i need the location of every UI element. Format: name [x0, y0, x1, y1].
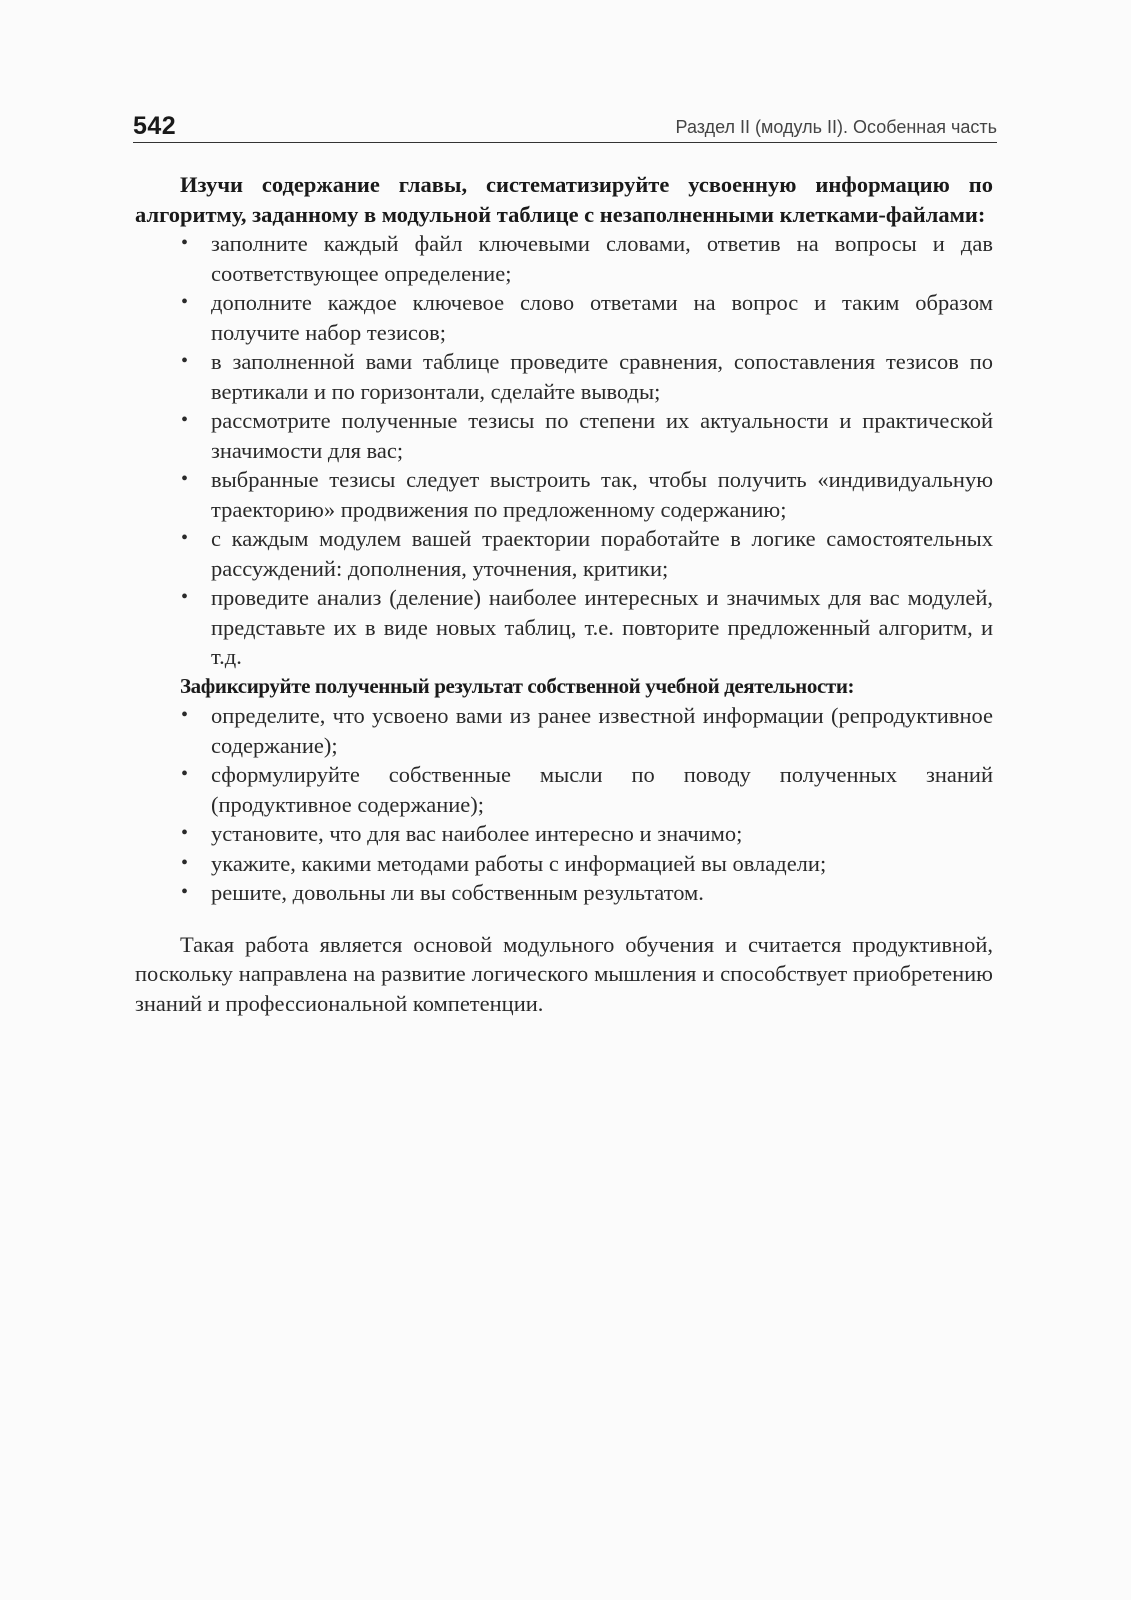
list-item: • с каждым модулем вашей траектории поработайте в логике самостоятельных рассуждений: дополнения, уточнения, критики;	[211, 524, 993, 583]
page-header	[133, 112, 997, 144]
list-item: • решите, довольны ли вы собственным результатом.	[211, 878, 993, 908]
list-item: • дополните каждое ключевое слово ответами на вопрос и таким образом получите набор тезисов;	[211, 288, 993, 347]
results-list	[135, 701, 993, 908]
page-number: 542	[133, 112, 177, 140]
list-item: • в заполненной вами таблице проведите сравнения, сопоставления тезисов по вертикали и по горизонтали, сделайте выводы;	[211, 347, 993, 406]
running-title: Раздел II (модуль II). Особенная часть	[675, 117, 997, 137]
results-subheading: Зафиксируйте полученный результат собственной учебной деятельности:	[180, 673, 855, 698]
list-item: • заполните каждый файл ключевыми словами, ответив на вопросы и дав соответствующее определение;	[211, 229, 993, 288]
header-divider	[133, 142, 997, 143]
closing-paragraph: Такая работа является основой модульного обучения и считается продуктивной, поскольку направлена на развитие логического мышления и способствует приобретению знаний и профессиональной компетенции.	[135, 931, 993, 1016]
list-item: • укажите, какими методами работы с информацией вы овладели;	[211, 849, 993, 879]
list-item: • установите, что для вас наиболее интересно и значимо;	[211, 819, 993, 849]
list-item: • определите, что усвоено вами из ранее известной информации (репродуктивное содержание);	[211, 701, 993, 760]
list-item: • рассмотрите полученные тезисы по степени их актуальности и практической значимости для вас;	[211, 406, 993, 465]
page-body	[135, 170, 993, 1018]
algorithm-steps-list	[135, 229, 993, 672]
intro-paragraph: Изучи содержание главы, систематизируйте усвоенную информацию по алгоритму, заданному в модульной таблице с незаполненными клетками-файлами:	[135, 172, 993, 227]
list-item: • проведите анализ (деление) наиболее интересных и значимых для вас модулей, представьте их в виде новых таблиц, т.е. повторите предложенный алгоритм, и т.д.	[211, 583, 993, 672]
list-item: • сформулируйте собственные мысли по поводу полученных знаний (продуктивное содержание);	[211, 760, 993, 819]
list-item: • выбранные тезисы следует выстроить так, чтобы получить «индивидуальную траекторию» продвижения по предложенному содержанию;	[211, 465, 993, 524]
